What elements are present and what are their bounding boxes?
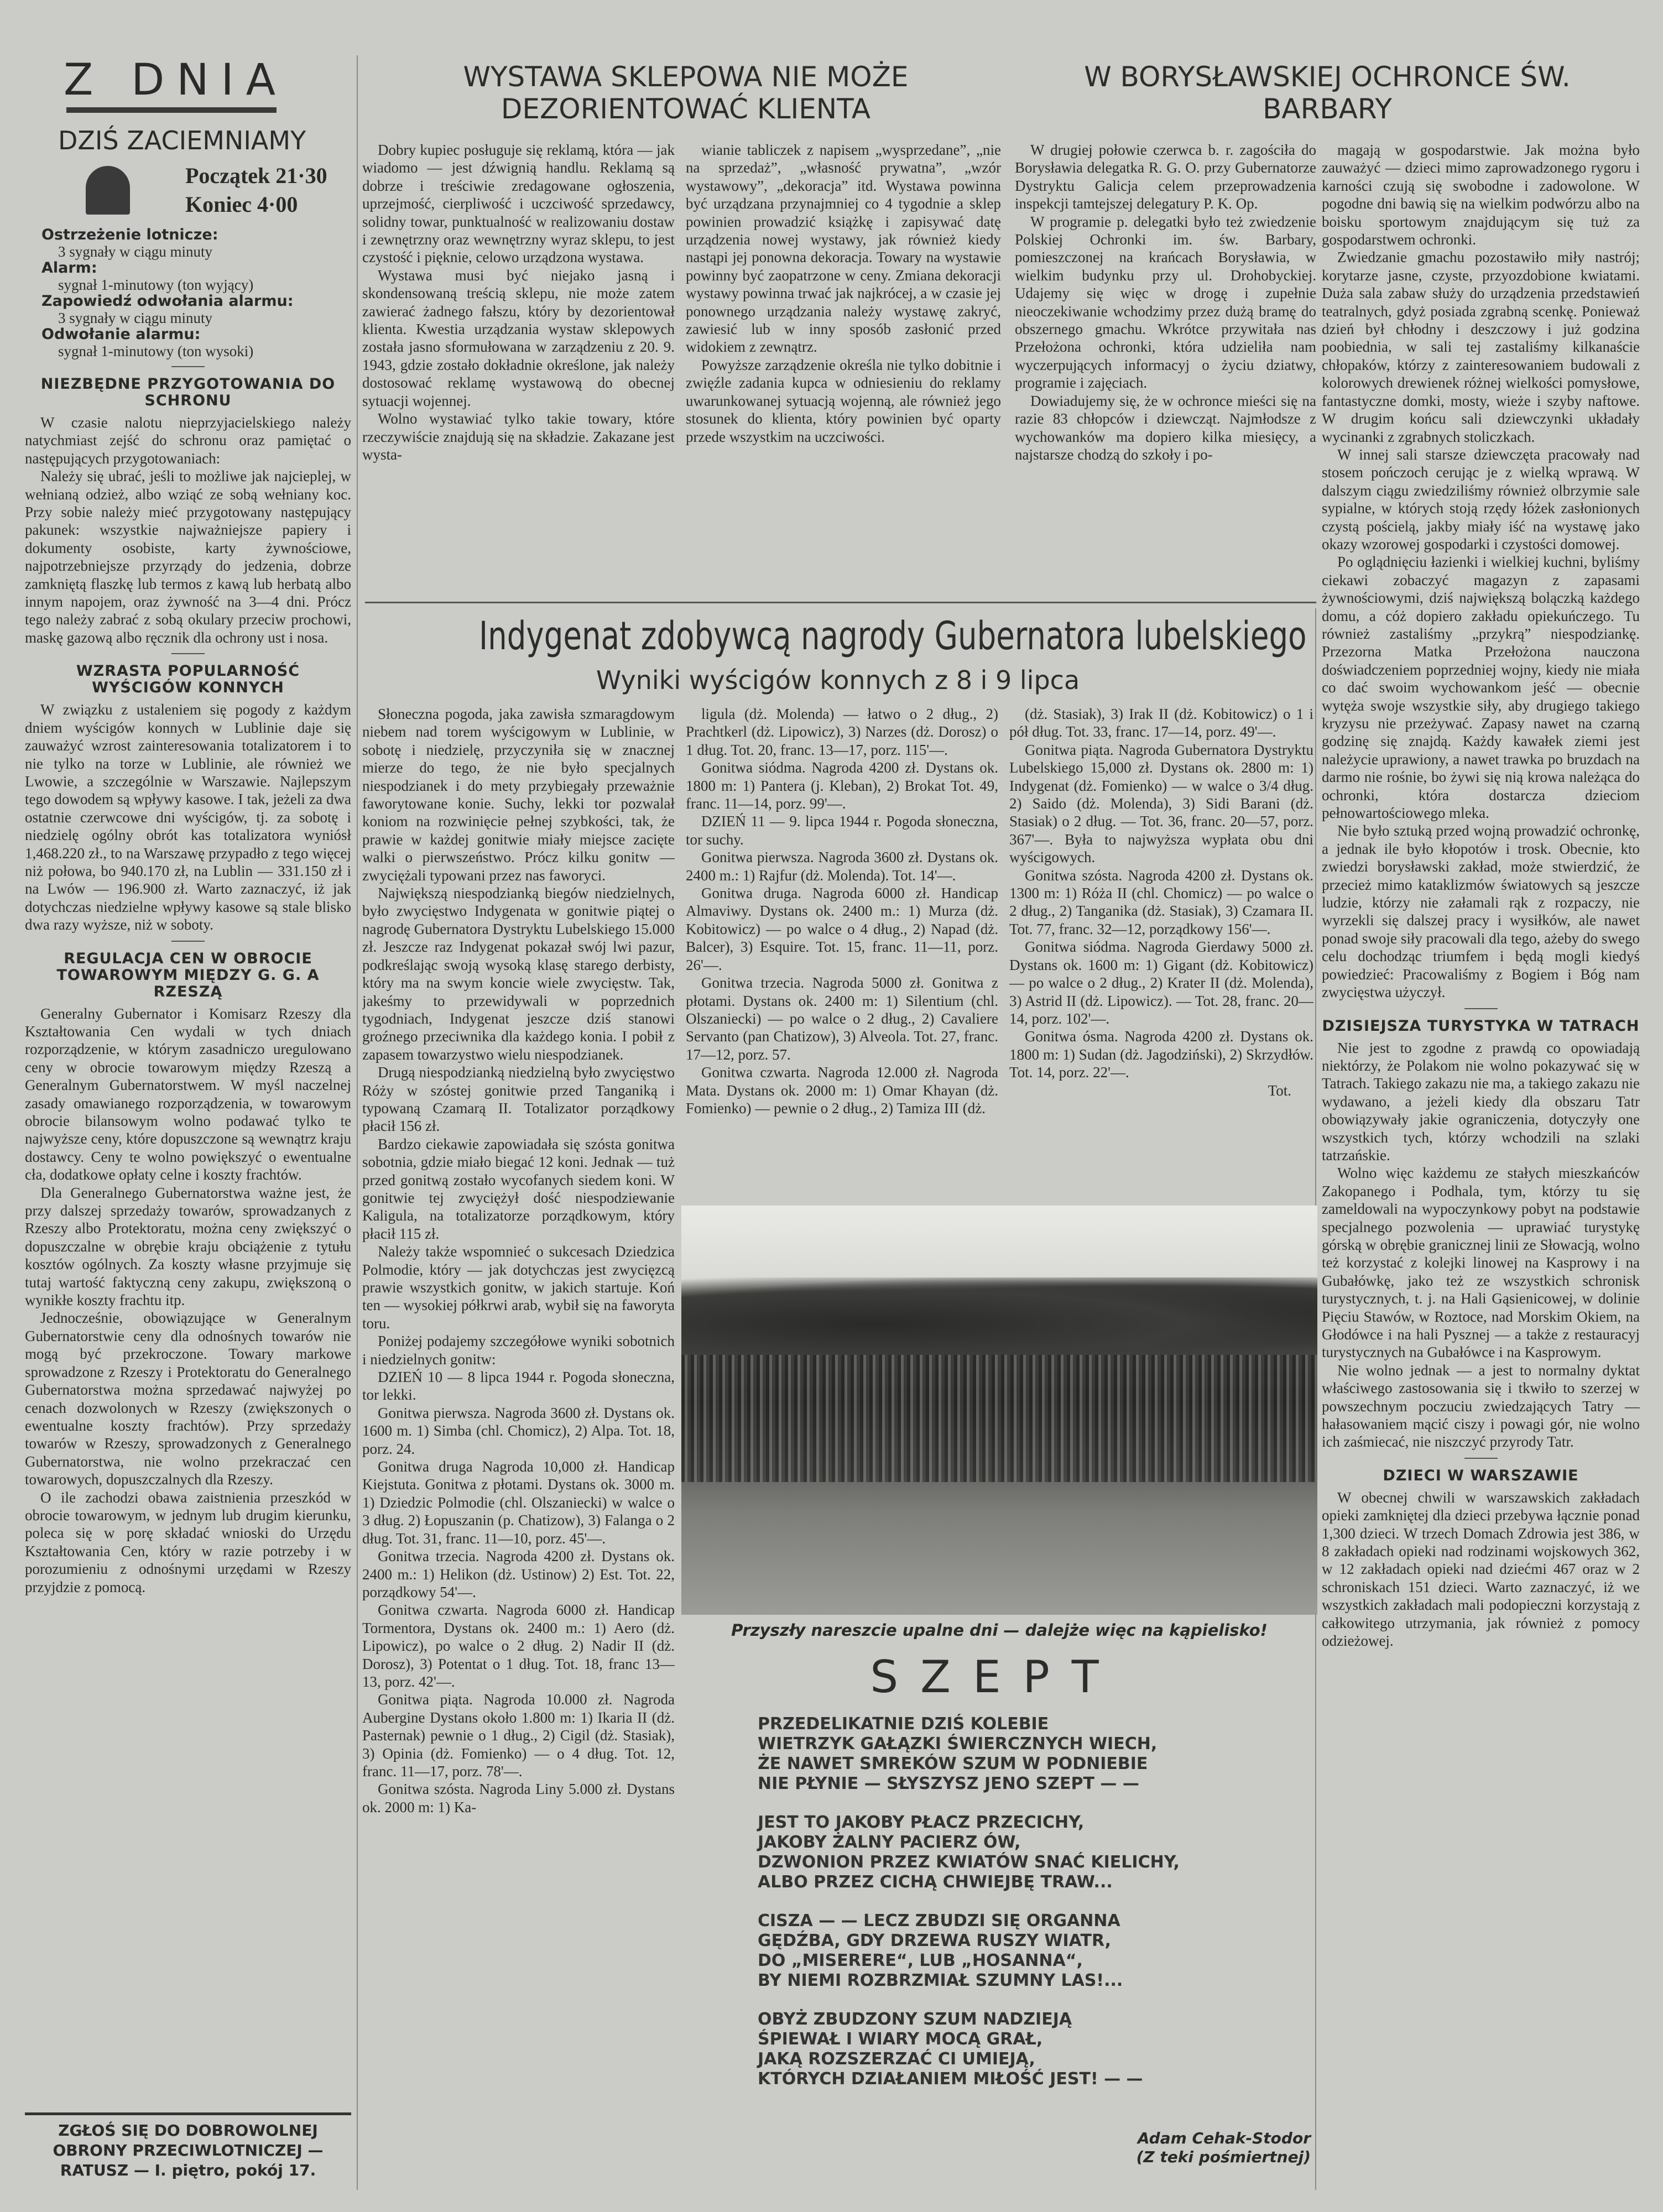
- blackout-title: DZIŚ ZACIEMNIAMY: [58, 126, 306, 155]
- poem-line: DO „MISERERE“, LUB „HOSANNA“,: [758, 1951, 1083, 1970]
- article-body: [362, 141, 675, 463]
- paragraph: Gonitwa piąta. Nagroda 10.000 zł. Nagroda Aubergine Dystans około 1.800 m: 1) Ikaria II (dż. Pasternak) pewnie o 1 dług., 2) Cigil (dż. Stasiak), 3) Opinia (dż. Fomienko) — o 4 dług. Tot. 12, franc. 11—17, porz. 78'—.: [362, 1691, 675, 1780]
- paragraph: W innej sali starsze dziewczęta pracowały nad stosem pończoch cerując je z wielką wprawą. W dalszym ciągu zwiedziliśmy również olbrzymie sale sypialne, w których stoją rzędy łóżek zasłonionych czystą pościelą, jakby miały iść na wystawę jako okazy wzorowej gospodarki i czystości domowej.: [1322, 446, 1640, 552]
- poem-line: JEST TO JAKOBY PŁACZ PRZECICHY,: [758, 1813, 1085, 1832]
- article-body: [1322, 141, 1640, 1001]
- paragraph: Wolno więc każdemu ze stałych mieszkańców Zakopanego i Podhala, tym, którzy tu się zameldowali na wypoczynkowy pobyt na podstawie specjalnego pozwolenia — uprawiać turystykę górską w obrębie granicznej linii ze Słowacją, wolno też korzystać z kolejki linowej na Kasprowy i na Gubałówkę, jako też ze wszystkich schronisk turystycznych, t. j. na Hali Gąsienicowej, w dolinie Pięciu Stawów, w Roztoce, nad Morskim Okiem, na Głodówce i na hali Pysznej — a także z restauracyj turystycznych na Gubałówce i na Kasprowym.: [1322, 1165, 1640, 1361]
- paragraph: Nie jest to zgodne z prawdą co opowiadają niektórzy, że Polakom nie wolno pokazywać się w Tatrach. Takiego zakazu nie ma, a takiego zakazu nie wydawano, a jeżeli kiedy dla obszaru Tatr obowiązywały jakie ograniczenia, dotyczyły one wszystkich tych, którzy wchodzili na szlaki tatrzańskie.: [1322, 1039, 1640, 1164]
- defense-notice: [25, 2112, 351, 2180]
- headline-ochronka: W BORYSŁAWSKIEJ OCHRONCE ŚW. BARBARY: [1084, 61, 1571, 125]
- paragraph: Zwiedzanie gmachu pozostawiło miły nastrój; korytarze jasne, czyste, przyozdobione kwiatami. Duża sala zabaw służy do urządzenia przedstawień teatralnych, gdyż posiada zgrabną scenkę. Ponieważ dzień był chłodny i deszczowy i już godzina poobiednia, w sali tej zastaliśmy kilkanaście chłopaków, którzy z zainteresowaniem budowali z kolorowych drewienek różnej wielkości pomysłowe, fantastyczne domki, mosty, wieże i szyby naftowe. W drugim końcu sali dziewczynki układały wycinanki z zgrabnych stoliczkach.: [1322, 249, 1640, 445]
- article-body: [25, 701, 351, 933]
- paragraph: Gonitwa pierwsza. Nagroda 3600 zł. Dystans ok. 2400 m.: 1) Rajfur (dż. Molenda). Tot. 14'—.: [686, 849, 998, 884]
- poem: [758, 1714, 1289, 2108]
- poem-line: JAKĄ ROZSZERZAĆ CI UMIEJĄ,: [758, 2049, 1035, 2069]
- paragraph: Gonitwa ósma. Nagroda 4200 zł. Dystans ok. 1800 m: 1) Sudan (dż. Jagodziński), 2) Skrzydłów. Tot. 14, porz. 22'—.: [1009, 1028, 1313, 1081]
- photo-caption: Przyszły nareszcie upalne dni — dalejże więc na kąpielisko!: [731, 1621, 1268, 1640]
- poem-line: CISZA — — LECZ ZBUDZI SIĘ ORGANNA: [758, 1911, 1120, 1931]
- signal-label: Ostrzeżenie lotnicze:: [41, 226, 218, 243]
- section-rule: [365, 602, 1316, 603]
- article-body: [686, 705, 998, 1117]
- divider: [171, 941, 205, 942]
- blackout-start: Początek 21·30: [185, 163, 327, 188]
- races-col-c: [1009, 705, 1313, 1203]
- signal-label: Zapowiedź odwołania alarmu:: [41, 293, 294, 310]
- paragraph: Drugą niespodzianką niedzielną było zwycięstwo Róży w szóstej gonitwie przed Tanganiką i typowaną Czamarą II. Totalizator porządkowy płacił 156 zł.: [362, 1064, 675, 1135]
- bathing-crowd-photo: [681, 1206, 1317, 1615]
- column-rule: [357, 55, 358, 2190]
- paragraph: Największą niespodzianką biegów niedzielnych, było zwycięstwo Indygenata w gonitwie piątej o nagrodę Gubernatora Dystryktu Lubelskiego 15.000 zł. Jeszcze raz Indygenat pokazał swój lwi pazur, podkreślając swoją wysoką klasę starego derbisty, który ma na swym koncie wiele zwycięstw. Tak, jakeśmy to przewidywali w poprzednich tygodniach, Indygenat jeszcze dziś stanowi groźnego przeciwnika dla każdego konia. I pobił z zapasem towarzystwo wielu niespodzianek.: [362, 885, 675, 1063]
- races-col-a: [362, 705, 675, 2193]
- poem-line: JAKOBY ŻALNY PACIERZ ÓW,: [758, 1833, 1021, 1852]
- title-rule: [66, 107, 277, 113]
- poem-line: ŚPIEWAŁ I WIARY MOCĄ GRAŁ,: [758, 2030, 1043, 2049]
- article-body: [1009, 705, 1313, 1082]
- paragraph: Dla Generalnego Gubernatorstwa ważne jest, że przy dalszej sprzedaży towarów, sprowadzanych z Rzeszy albo Protektoratu, można ceny zwiększyć o dopuszczalne w obrębie kraju obciążenie z tytułu kosztów ogólnych. Za koszty własne przyjmuje się tutaj wartość faktyczną ceny zakupu, zwiększoną o wynikłe koszty frachtu itp.: [25, 1184, 351, 1309]
- air-raid-signals: [25, 227, 351, 359]
- paragraph: Wystawa musi być niejako jasną i skondensowaną treścią sklepu, nie może zatem zawierać żadnego fałszu, który by dezorientował klienta. Kwestia urządzania wystaw sklepowych została jasno sformułowana w zarządzeniu z 20. 9. 1943, gdzie zostało dokładnie określone, jak należy dostosować reklamę wystawową do obecnej sytuacji wojennej.: [362, 267, 675, 409]
- paragraph: Po oglądnięciu łazienki i wielkiej kuchni, byliśmy ciekawi zobaczyć magazyn z zapasami żywnościowymi, dziś największą bolączką każdego domu, a cóż dopiero zakładu opiekuńczego. Tu również zastaliśmy „przykrą” niespodziankę. Przezorna Matka Przełożona nauczona doświadczeniem poprzedniej wojny, kiedy nie miała co dać swoim wychowankom jeść — obecnie wytęża swoje wszystkie siły, aby drugiego takiego kryzysu nie przeżywać. Zapasy nawet na czarną godzinę się znajdą. Każdy kawałek ziemi jest należycie uprawiony, a nawet trawka po bruzdach na darmo nie rośnie, bo żywi się nią krowa należąca do ochronki, która dostarcza dzieciom pełnowartościowego mleka.: [1322, 554, 1640, 822]
- ochronka-col-a: [1015, 141, 1316, 594]
- poem-line: NIE PŁYNIE — SŁYSZYSZ JENO SZEPT — —: [758, 1774, 1139, 1793]
- column-1: [25, 55, 351, 2107]
- poem-stanza: [758, 1813, 1289, 1892]
- article-body: [1322, 1489, 1640, 1650]
- article-body: [1322, 1039, 1640, 1451]
- paragraph: Jednocześnie, obowiązujące w Generalnym Gubernatorstwie ceny dla odnośnych towarów nie mogą być przekroczone. Towary markowe sprowadzone z Rzeszy i Protektoratu do Generalnego Gubernatorstwa można sprzedawać najwyżej po cenach dozwolonych w Rzeszy (zwiększonych o ewentualne koszty frachtów). Przy sprzedaży towarów w Rzeszy, sprowadzonych z Generalnego Gubernatorstwa, nie wolno przekraczać cen towarowych, dopuszczalnych dla Rzeszy.: [25, 1310, 351, 1488]
- paragraph: Nie wolno jednak — a jest to normalny dyktat właściwego zastosowania się i tkwiło to szerzej w powszechnym poczuciu zwiedzających Tatry — hałasowaniem mącić ciszy i powagi gór, nie wolno ich zaśmiecać, nie niszczyć przyrody Tatr.: [1322, 1361, 1640, 1451]
- poem-line: ALBO PRZEZ CICHĄ CHWIEJBĘ TRAW...: [758, 1872, 1113, 1892]
- column-5: [1322, 141, 1640, 2176]
- paragraph: O ile zachodzi obawa zaistnienia przeszkód w obrocie towarowym, w jednym lub drugim kierunku, poleca się w porę składać wnioski do Urzędu Kształtowania Cen, który w razie potrzeby i w porozumieniu z odnośnymi urzędami w Rzeszy przyjdzie z pomocą.: [25, 1489, 351, 1595]
- headline-indygenat-wrap: [362, 611, 1313, 661]
- paragraph: Należy także wspomnieć o sukcesach Dziedzica Polmodie, który — jak dotychczas jest zwycięzcą prawie wszystkich gonitw, w jakich startuje. Koń ten — wysokiej półkrwi arab, wybił się na faworyta toru.: [362, 1243, 675, 1332]
- signal-label: Odwołanie alarmu:: [41, 326, 201, 343]
- paragraph: ligula (dż. Molenda) — łatwo o 2 dług., 2) Prachtkerl (dż. Lipowicz), 3) Narzes (dż. Dorosz) o 1 dług. Tot. 20, franc. 13—17, porz. 115'—.: [686, 706, 998, 758]
- paragraph: Dobry kupiec posługuje się reklamą, która — jak wiadomo — jest dźwignią handlu. Reklamą są dobrze i treściwie zredagowane ogłoszenia, uprzejmość, cierpliwość i uczciwość sprzedawcy, solidny towar, punktualność w realizowaniu dostaw i zewnętrzny oraz wewnętrzny wyraz sklepu, to jest czystość i pięknie, celowo urządzona wystawa.: [362, 142, 675, 266]
- article-body: [25, 414, 351, 646]
- author-source: (Z teki pośmiertnej): [1136, 2148, 1311, 2166]
- paragraph: W programie p. delegatki było też zwiedzenie Polskiej Ochronki im. św. Barbary, pomieszczonej na krańcach Borysławia, w wielkim budynku przy ul. Drohobyckiej. Udajemy się więc w drogę i zupełnie nieoczekiwanie wchodzimy przez dużą bramę do obszernego gmachu. Wkrótce przywitała nas Przełożona ochronki, która udzieliła nam wyczerpujących informacyj o życiu dziatwy, programie i zajęciach.: [1015, 213, 1316, 392]
- article-heading: REGULACJA CEN W OBROCIE TOWAROWYM MIĘDZY G. G. A RZESZĄ: [56, 950, 320, 1000]
- paragraph: Słoneczna pogoda, jaka zawisła szmaragdowym niebem nad torem wyścigowym w Lublinie, w sobotę i niedzielę, przyczyniła się w znacznej mierze do tego, że nie było specjalnych niespodzianek i do mety przybiegały przeważnie faworytowane konie. Suchy, lekki tor pozwalał koniom na rozwinięcie pełnej szybkości, tak, że prawie w każdej gonitwie miały miejsce zacięte walki o pierwszeństwo. Prócz kilku gonitw — zwyciężali typowani przez nas faworyci.: [362, 706, 675, 884]
- signal-value: 3 sygnały w ciągu minuty: [58, 310, 212, 326]
- divider: [171, 653, 205, 654]
- wystawa-col-a: [362, 141, 675, 594]
- defense-notice-text: ZGŁOŚ SIĘ DO DOBROWOLNEJ OBRONY PRZECIWLOTNICZEJ — RATUSZ — I. piętro, pokój 17.: [53, 2121, 324, 2179]
- moon-icon: [86, 166, 130, 215]
- paragraph: Gonitwa siódma. Nagroda Gierdawy 5000 zł. Dystans ok. 1600 m: 1) Gigant (dż. Kobitowicz) — po walce o 2 dług., 2) Krater II (dż. Molenda), 3) Astrid II (dż. Lipowicz). — Tot. 28, franc. 20—14, porz. 102'—.: [1009, 938, 1313, 1027]
- poem-line: WIETRZYK GAŁĄZKI ŚWIERCZNYCH WIECH,: [758, 1734, 1158, 1754]
- article-heading: WZRASTA POPULARNOŚĆ WYŚCIGÓW KONNYCH: [76, 662, 300, 697]
- signal-value: 3 sygnały w ciągu minuty: [58, 243, 212, 260]
- paragraph: Gonitwa czwarta. Nagroda 12.000 zł. Nagroda Mata. Dystans ok. 2000 m: 1) Omar Khayan (dż. Fomienko) — pewnie o 2 dług., 2) Tamiza III (dż.: [686, 1064, 998, 1117]
- signal-value: sygnał 1-minutowy (ton wysoki): [58, 343, 254, 359]
- z-dnia-title: Z DNIA: [64, 55, 288, 105]
- poem-title: SZEPT: [870, 1651, 1121, 1703]
- paragraph: wianie tabliczek z napisem „wysprzedane”, „nie na sprzedaż”, „własność prywatna”, „wzór wystawowy”, „dekoracja” itd. Wystawa powinna być urządzana przynajmniej co 4 tygodnie a sklep powinien prowadzić książkę i zapisywać datę urządzenia nowej wystawy, jak również kiedy nastąpi jej ponowna dekoracja. Towary na wystawie powinny być zaopatrzone w ceny. Zmiana dekoracji wystawy powinna trwać jak najkrócej, a w czasie jej ponownego urządzania należy wystawę zakryć, zawiesić lub w inny sposób zasłonić przed widokiem z zewnątrz.: [686, 142, 1001, 356]
- article-heading: DZISIEJSZA TURYSTYKA W TATRACH: [1322, 1017, 1640, 1035]
- paragraph: Gonitwa szósta. Nagroda Liny 5.000 zł. Dystans ok. 2000 m: 1) Ka-: [362, 1781, 675, 1815]
- headline-indygenat: Indygenat zdobywcą nagrody Gubernatora lubelskiego: [479, 613, 1307, 659]
- paragraph: DZIEŃ 11 — 9. lipca 1944 r. Pogoda słoneczna, tor suchy.: [686, 813, 998, 848]
- paragraph: W czasie nalotu nieprzyjacielskiego należy natychmiast zejść do schronu oraz pamiętać o następujących przygotowaniach:: [25, 414, 351, 467]
- poem-line: BY NIEMI ROZBRZMIAŁ SZUMNY LAS!...: [758, 1971, 1123, 1990]
- poem-line: DZWONION PRZEZ KWIATÓW SNAĆ KIELICHY,: [758, 1853, 1180, 1872]
- poem-line: OBYŻ ZBUDZONY SZUM NADZIEJĄ: [758, 2010, 1072, 2029]
- blackout-times: [25, 161, 351, 219]
- paragraph: Gonitwa pierwsza. Nagroda 3600 zł. Dystans ok. 1600 m. 1) Simba (chl. Chomicz), 2) Alpa. Tot. 18, porz. 24.: [362, 1404, 675, 1457]
- subheadline-wyscigi: Wyniki wyścigów konnych z 8 i 9 lipca: [596, 665, 1080, 695]
- poem-line: GĘDŹBA, GDY DRZEWA RUSZY WIATR,: [758, 1931, 1112, 1950]
- author-name: Adam Cehak-Stodor: [1137, 2129, 1311, 2147]
- paragraph: (dż. Stasiak), 3) Irak II (dż. Kobitowicz) o 1 i pół dług. Tot. 33, franc. 17—14, porz. 49'—.: [1009, 706, 1313, 740]
- poem-line: ŻE NAWET SMREKÓW SZUM W PODNIEBIE: [758, 1754, 1148, 1773]
- poem-line: PRZEDELIKATNIE DZIŚ KOLEBIE: [758, 1714, 1049, 1734]
- blackout-end: Koniec 4·00: [185, 192, 298, 217]
- paragraph: Generalny Gubernator i Komisarz Rzeszy dla Kształtowania Cen wydali w tych dniach rozporządzenie, w którym zasadniczo uregulowano ceny w obrocie towarowym między Rzeszą a Generalnym Gubernatorstwem. W myśl naczelnej zasady omawianego rozporządzenia, w towarowym obrocie bilansowym wolno podawać tylko te najwyższe ceny, które dopuszczone są wewnątrz kraju dostawcy. Ceny te wolno powiększyć o ewentualne cła, dodatkowe opłaty celne i koszty frachtów.: [25, 1005, 351, 1183]
- article-body: [362, 705, 675, 1816]
- poem-stanza: [758, 1911, 1289, 1991]
- paragraph: Gonitwa czwarta. Nagroda 6000 zł. Handicap Tormentora, Dystans ok. 2400 m.: 1) Aero (dż. Lipowicz), po walce o 2 dług. 2) Nadir II (dż. Dorosz), 3) Potentat o 1 dług. Tot. 18, franc 13—13, porz. 42'—.: [362, 1601, 675, 1690]
- divider: [171, 366, 205, 367]
- divider: [1464, 1008, 1498, 1009]
- paragraph: Gonitwa druga Nagroda 10,000 zł. Handicap Kiejstuta. Gonitwa z płotami. Dystans ok. 3000 m. 1) Dziedzic Polmodie (chl. Olszaniecki) w walce o 3 dług. 2) Łopuszanin (p. Chatizow), 3) Falanga o 2 dług. Tot. 31, franc. 11—10, porz. 45'—.: [362, 1458, 675, 1547]
- article-heading: NIEZBĘDNE PRZYGOTOWANIA DO SCHRONU: [40, 375, 336, 409]
- paragraph: Gonitwa trzecia. Nagroda 5000 zł. Gonitwa z płotami. Dystans ok. 2400 m: 1) Silentium (chl. Olszaniecki) — po walce o 2 dług., 2) Cavaliere Servanto (pan Chatizow), 3) Alveola. Tot. 27, franc. 17—12, porz. 57.: [686, 974, 998, 1063]
- paragraph: Należy się ubrać, jeśli to możliwe jak najcieplej, w wełnianą odzież, albo wziąć ze sobą wełniany koc. Przy sobie należy mieć przygotowany następujący pakunek: wszystkie najważniejsze papiery i dokumenty osobiste, karty żywnościowe, najpotrzebniejsze przyrządy do jedzenia, dobrze zamkniętą flaszkę lub termos z kawą lub herbatą albo innym napojem, oraz żywność na 3—4 dni. Prócz tego należy zabrać z sobą okulary przeciw prochowi, maskę gazową albo ręcznik dla ochrony ust i nosa.: [25, 468, 351, 646]
- treeline: [681, 1277, 1317, 1355]
- paragraph: W drugiej połowie czerwca b. r. zagościła do Borysławia delegatka R. G. O. przy Gubernatorze Dystryktu Galicja celem przeprowadzenia inspekcji tamtejszej delegatury P. K. Op.: [1015, 142, 1316, 212]
- poem-stanza: [758, 1714, 1289, 1794]
- signal-label: Alarm:: [41, 259, 97, 276]
- poem-line: KTÓRYCH DZIAŁANIEM MIŁOŚĆ JEST! — —: [758, 2069, 1143, 2089]
- paragraph: Wolno wystawiać tylko takie towary, które rzeczywiście znajdują się na składzie. Zakazane jest wysta-: [362, 410, 675, 463]
- paragraph: W związku z ustaleniem się pogody z każdym dniem wyścigów konnych w Lublinie daje się zauważyć wzrost zainteresowania totalizatorem i to nie tylko na torze w Lublinie, ale również we Lwowie, a szczególnie w Warszawie. Najlepszym tego dowodem są wpływy kasowe. I tak, jeżeli za dwa ostatnie czerwcowe dni wyścigów, tj. za sobotę i niedzielę ogólny obrót kas totalizatora wyniósł 1,468.220 zł., to na Warszawę przypadło z tego więcej niż połowa, bo 940.170 zł, na Lublin — 331.150 zł i na Lwów — 196.900 zł. Warto zaznaczyć, iż jak dotychczas niedzielne wpływy kasowe są stale blisko dwa razy wyższe, niż w soboty.: [25, 701, 351, 933]
- paragraph: Poniżej podajemy szczegółowe wyniki sobotnich i niedzielnych gonitw:: [362, 1333, 675, 1368]
- poem-author: [1078, 2129, 1311, 2167]
- paragraph: Gonitwa trzecia. Nagroda 4200 zł. Dystans ok. 2400 m.: 1) Helikon (dż. Ustinow) 2) Est. Tot. 22, porządkowy 54'—.: [362, 1548, 675, 1600]
- paragraph: Gonitwa szósta. Nagroda 4200 zł. Dystans ok. 1300 m: 1) Róża II (chl. Chomicz) — po walce o 2 dług., 2) Tanganika (dż. Stasiak), 3) Czamara II. Tot. 77, franc. 32—12, porządkowy 156'—.: [1009, 867, 1313, 937]
- article-body: [1015, 141, 1316, 463]
- paragraph: Gonitwa piąta. Nagroda Gubernatora Dystryktu Lubelskiego 15,000 zł. Dystans ok. 2800 m: 1) Indygenat (dż. Fomienko) — w walce o 3/4 dług. 2) Saido (dż. Molenda), 3) Sidi Barani (dż. Stasiak) o 2 dług. — Tot. 36, franc. 20—57, porz. 367'—. Była to najwyższa wypłata obu dni wyścigowych.: [1009, 741, 1313, 866]
- article-signature: Tot.: [1268, 1082, 1291, 1099]
- poem-stanza: [758, 2010, 1289, 2089]
- paragraph: magają w gospodarstwie. Jak można było zauważyć — dzieci mimo zaprowadzonego rygoru i karności czują się swobodne i zadowolone. W pogodne dni bawią się na wielkim podwórzu albo na boisku sportowym znajdującym się tuż za gospodarstwem ochronki.: [1322, 142, 1640, 248]
- article-heading: DZIECI W WARSZAWIE: [1383, 1467, 1579, 1484]
- paragraph: Powyższe zarządzenie określa nie tylko dobitnie i zwięźle zadania kupca w odniesieniu do reklamy uwarunkowanej sytuacją wojenną, ale również jego stosunek do klienta, który powinien być oparty przede wszystkim na uczciwości.: [686, 356, 1001, 445]
- wystawa-col-b: [686, 141, 1001, 594]
- paragraph: Dowiadujemy się, że w ochronce mieści się na razie 83 chłopców i dziewcząt. Najmłodsze z wychowanków ma dopiero kilka miesięcy, a najstarsze chodzą do szkoły i po-: [1015, 392, 1316, 463]
- signal-value: sygnał 1-minutowy (ton wyjący): [58, 276, 254, 293]
- paragraph: Bardzo ciekawie zapowiadała się szósta gonitwa sobotnia, gdzie miało biegać 12 koni. Jednak — tuż przed gonitwą zostało wycofanych siedem koni. W gonitwie tej zwyciężył dość niespodziewanie Kaligula, na totalizatorze porządkowym, który płacił 115 zł.: [362, 1135, 675, 1242]
- divider: [1464, 1458, 1498, 1459]
- races-col-b: [686, 705, 998, 1203]
- paragraph: Gonitwa druga. Nagroda 6000 zł. Handicap Almaviwy. Dystans ok. 2400 m.: 1) Murza (dż. Kobitowicz) — po walce o 4 dług., 2) Napad (dż. Balcer), 3) Esquire. Tot. 15, franc. 11—11, porz. 26'—.: [686, 885, 998, 973]
- paragraph: DZIEŃ 10 — 8 lipca 1944 r. Pogoda słoneczna, tor lekki.: [362, 1369, 675, 1404]
- crowd: [681, 1355, 1317, 1482]
- article-body: [686, 141, 1001, 446]
- article-body: [25, 1005, 351, 1596]
- headline-wystawa: WYSTAWA SKLEPOWA NIE MOŻE DEZORIENTOWAĆ KLIENTA: [463, 61, 909, 125]
- paragraph: Nie było sztuką przed wojną prowadzić ochronkę, a jednak ile było kłopotów i trosk. Obecnie, kto zwiedzi borysławski zakład, może stwierdzić, że przecież mimo kataklizmów światowych są jeszcze ludzie, którzy nie załamali rąk z rozpaczy, nie wyrzekli się dalszej pracy i wysiłków, ale nawet ponad swoje siły pracowali dla tego, ażeby do swego celu dochodząc triumfem i będą mogli kiedyś powiedzieć: Pracowaliśmy z Bogiem i Bóg nam zwycięstwa użyczył.: [1322, 822, 1640, 1001]
- paragraph: Gonitwa siódma. Nagroda 4200 zł. Dystans ok. 1800 m: 1) Pantera (j. Kleban), 2) Brokat Tot. 49, franc. 11—14, porz. 99'—.: [686, 759, 998, 812]
- paragraph: W obecnej chwili w warszawskich zakładach opieki zamkniętej dla dzieci przebywa łącznie ponad 1,300 dzieci. W trzech Domach Zdrowia jest 386, w 8 zakładach opieki nad rodzinami wojskowych 362, w 12 zakładach opieki nad dziećmi 467 oraz w 2 schroniskach 151 dzieci. Warto zaznaczyć, iż we wszystkich zakładach mali podopieczni korzystają z całkowitego utrzymania, jak również z pomocy odzieżowej.: [1322, 1489, 1640, 1650]
